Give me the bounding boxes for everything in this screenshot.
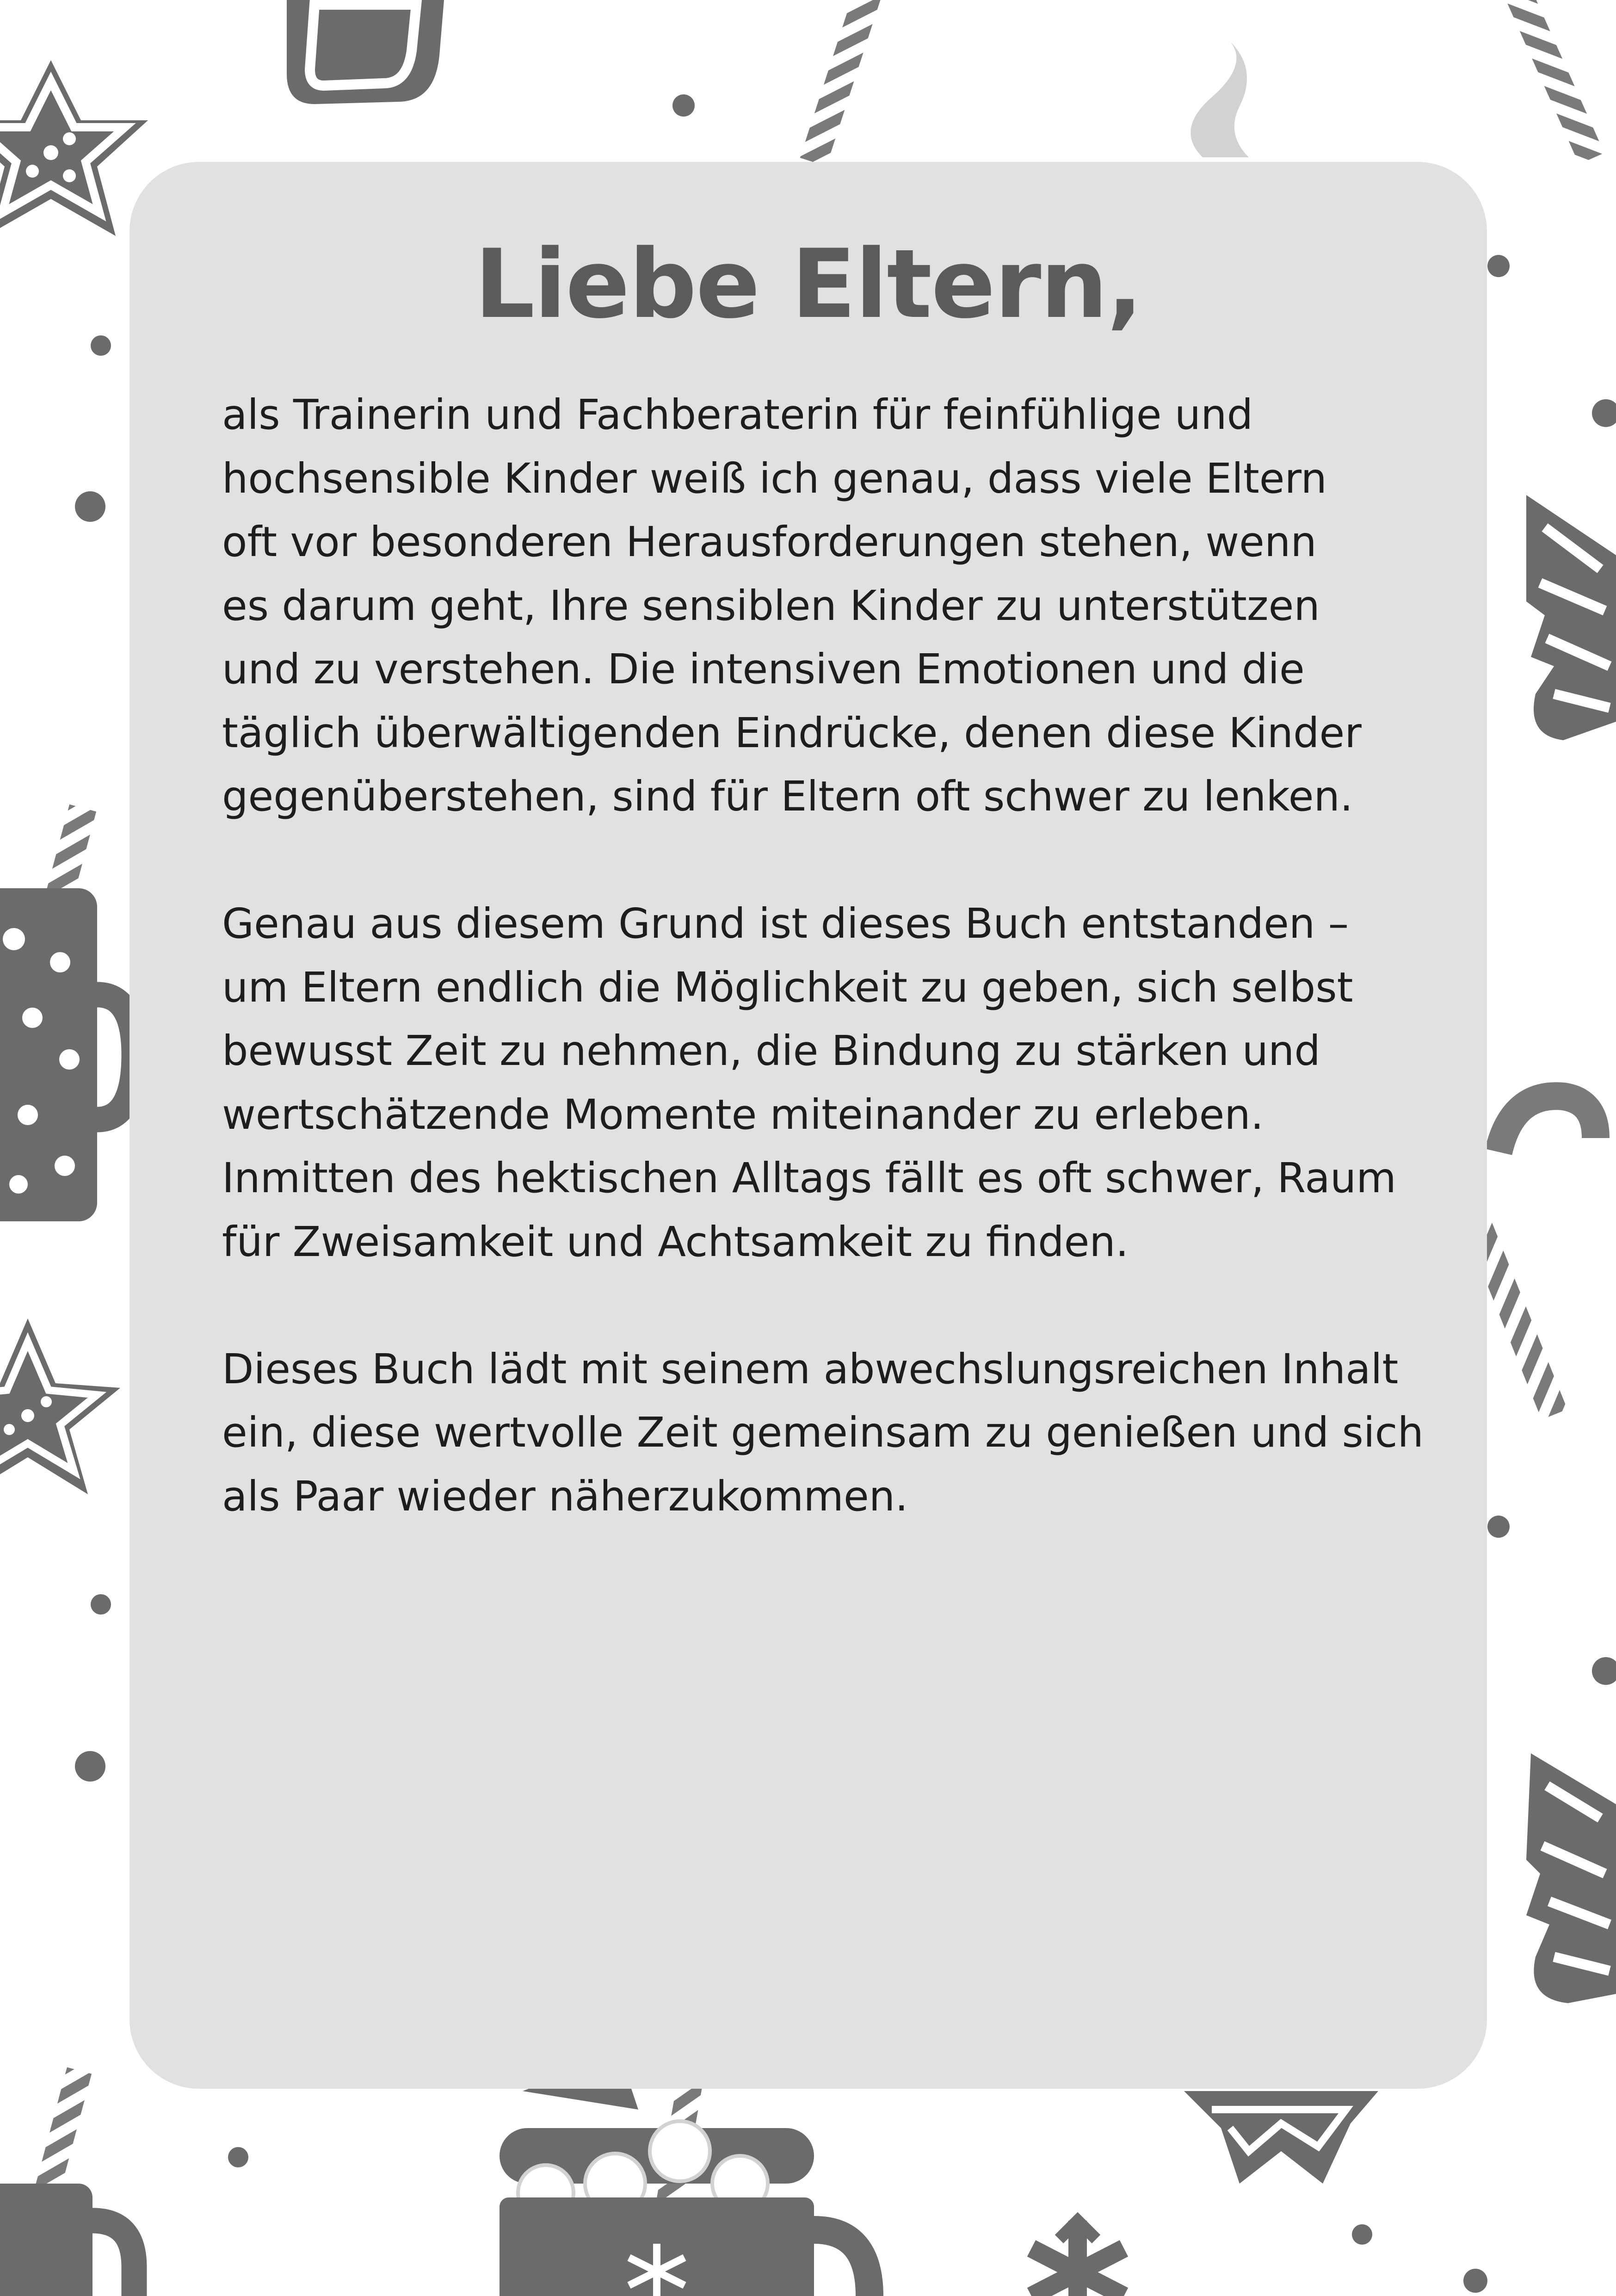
gingerbread-tree-icon [1526, 495, 1616, 740]
text-line: und zu verstehen. Die intensiven Emotionen und die [222, 645, 1305, 693]
gingerbread-tree-icon [1526, 1753, 1616, 2003]
text-line: Inmitten des hektischen Alltags fällt es oft schwer, Raum [222, 1154, 1396, 1202]
text-line: um Eltern endlich die Möglichkeit zu geben, sich selbst [222, 963, 1353, 1011]
gingerbread-star-icon [1184, 2091, 1378, 2184]
letter-title: Liebe Eltern, [474, 229, 1142, 340]
text-line: wertschätzende Momente miteinander zu erleben. [222, 1090, 1264, 1139]
text-line: als Trainerin und Fachberaterin für feinfühlige und [222, 390, 1253, 439]
text-line: Genau aus diesem Grund ist dieses Buch entstanden – [222, 899, 1349, 947]
text-line: für Zweisamkeit und Achtsamkeit zu finden. [222, 1217, 1129, 1266]
text-line: als Paar wieder näherzukommen. [222, 1472, 908, 1520]
candy-cane-icon [1500, 0, 1604, 164]
text-line: es darum geht, Ihre sensiblen Kinder zu unterstützen [222, 581, 1320, 630]
cocoa-mug-icon [0, 805, 134, 1221]
text-line: Dieses Buch lädt mit seinem abwechslungsreichen Inhalt [222, 1344, 1399, 1393]
text-line: hochsensible Kinder weiß ich genau, dass viele Eltern [222, 454, 1327, 502]
paragraph-1 [222, 383, 1452, 829]
text-line: ein, diese wertvolle Zeit gemeinsam zu genießen und sich [222, 1408, 1424, 1456]
text-line: täglich überwältigenden Eindrücke, denen diese Kinder [222, 708, 1362, 757]
gingerbread-tree-icon [287, 0, 444, 104]
gingerbread-star-icon [0, 1318, 120, 1494]
text-line: gegenüberstehen, sind für Eltern oft schwer zu lenken. [222, 772, 1353, 820]
gingerbread-star-icon [0, 60, 148, 236]
steam-icon [1190, 42, 1249, 157]
cocoa-mug-icon [500, 2054, 870, 2296]
text-line: bewusst Zeit zu nehmen, die Bindung zu stärken und [222, 1027, 1320, 1075]
snowflake-icon [1031, 2221, 1124, 2296]
candy-cane-icon [800, 0, 884, 166]
paragraph-3 [222, 1337, 1452, 1529]
letter-body [222, 383, 1452, 1592]
text-line: oft vor besonderen Herausforderungen stehen, wenn [222, 518, 1317, 566]
cocoa-mug-icon [0, 2067, 134, 2296]
paragraph-2 [222, 892, 1452, 1274]
